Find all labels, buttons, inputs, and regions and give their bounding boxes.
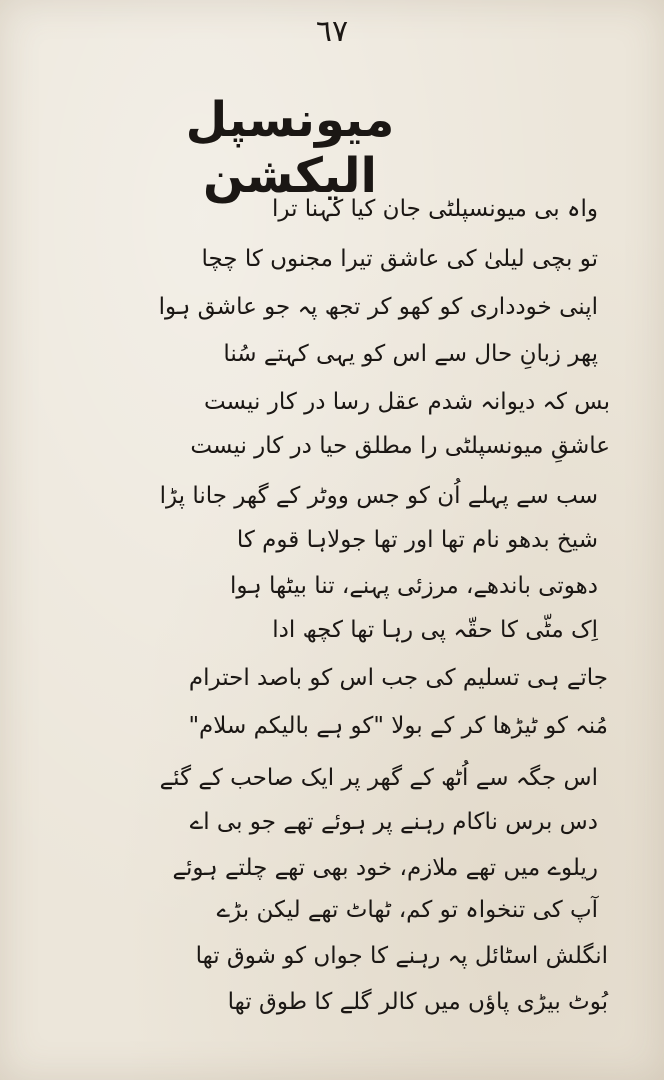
poem-line: بُوٹ بیڑی پاؤں میں کالر گلے کا طوق تھا bbox=[227, 989, 608, 1015]
poem-line: آپ کی تنخواہ تو کم، ٹھاٹ تھے لیکن بڑے bbox=[216, 897, 598, 923]
poem-line: مُنہ کو ٹیڑھا کر کے بولا "کو ہے بالیکم سلام" bbox=[188, 713, 608, 739]
poem-line: انگلش اسٹائل پہ رہنے کا جواں کو شوق تھا bbox=[195, 943, 608, 969]
poem-line: جاتے ہی تسلیم کی جب اس کو باصد احترام bbox=[188, 665, 608, 691]
poem-line: دھوتی باندھے، مرزئی پہنے، تنا بیٹھا ہوا bbox=[230, 573, 598, 599]
poem-line: واہ بی میونسپلٹی جان کیا کہنا ترا bbox=[271, 196, 598, 222]
poem-line: ریلوے میں تھے ملازم، خود بھی تھے چلتے ہوئے bbox=[172, 855, 598, 881]
poem-line: اپنی خودداری کو کھو کر تجھ پہ جو عاشق ہوا bbox=[158, 294, 598, 320]
poem-line: بس کہ دیوانہ شدم عقل رسا در کار نیست bbox=[203, 389, 610, 415]
page-number: ٦٧ bbox=[315, 14, 349, 49]
poem-line: پھر زبانِ حال سے اس کو یہی کہتے سُنا bbox=[223, 341, 598, 367]
poem-line: شیخ بدھو نام تھا اور تھا جولاہا قوم کا bbox=[236, 527, 598, 553]
poem-line: عاشقِ میونسپلٹی را مطلق حیا در کار نیست bbox=[190, 433, 610, 459]
poem-line: اِک مٹّی کا حقّہ پی رہا تھا کچھ ادا bbox=[272, 617, 598, 643]
poem-line: سب سے پہلے اُن کو جس ووٹر کے گھر جانا پڑا bbox=[159, 483, 598, 509]
poem-line: دس برس ناکام رہنے پر ہوئے تھے جو بی اے bbox=[189, 809, 598, 835]
poem-line: تو بچی لیلیٰ کی عاشق تیرا مجنوں کا چچا bbox=[201, 246, 598, 272]
poem-title: میونسپل الیکشن bbox=[185, 92, 395, 204]
poem-line: اس جگہ سے اُٹھ کے گھر پر ایک صاحب کے گئے bbox=[159, 765, 598, 791]
